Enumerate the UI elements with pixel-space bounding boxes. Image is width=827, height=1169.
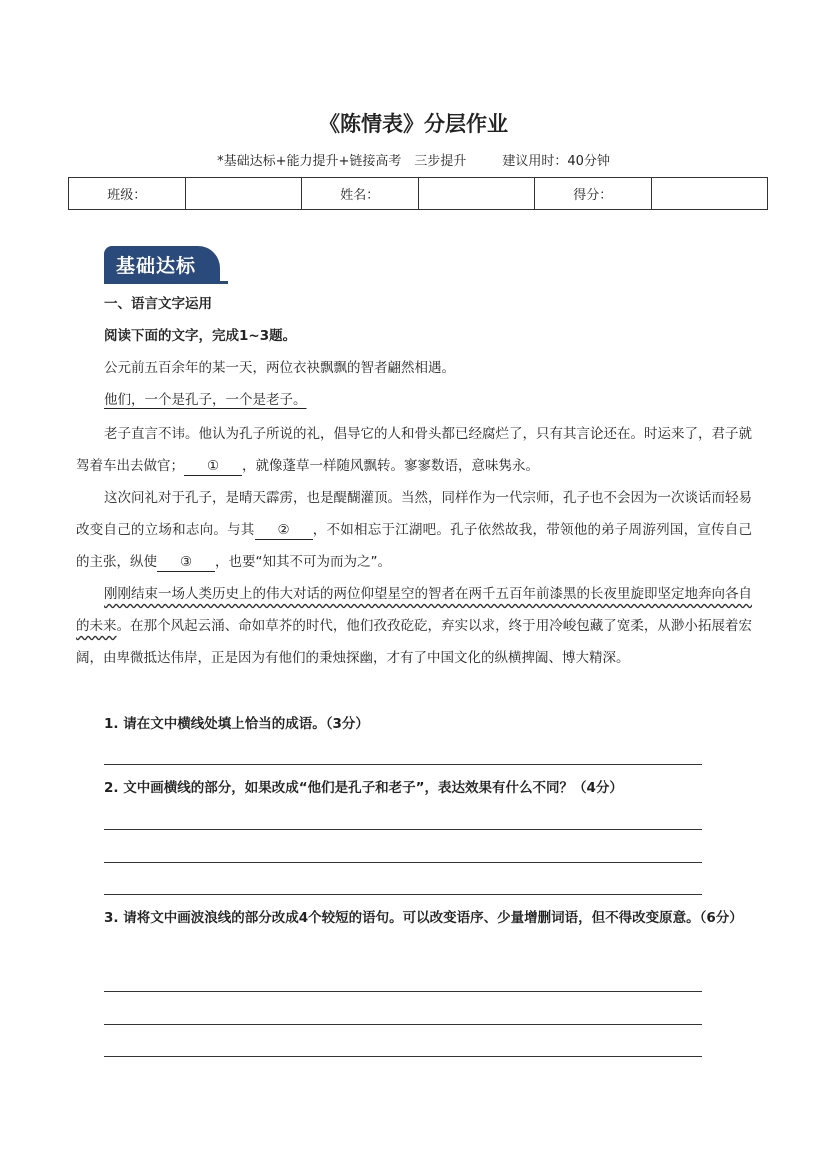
blank-2[interactable]: ② xyxy=(255,521,313,540)
section-tag-underline xyxy=(104,281,228,284)
name-label: 姓名： xyxy=(302,178,419,210)
question-2: 2. 文中画横线的部分，如果改成“他们是孔子和老子”，表达效果有什么不同？（4分） xyxy=(104,780,623,796)
passage-line-2 xyxy=(104,390,307,410)
passage-paragraph-1 xyxy=(76,418,752,482)
info-table xyxy=(68,177,768,210)
section-tag-label: 基础达标 xyxy=(116,255,197,277)
paragraph-2-text-a: 这次问礼对于孔子，是晴天霹雳，也是醍醐灌顶。当然，同样作为一代宗师，孔子也不会因为一次谈话而轻易改变自己的立场和志向。与其 xyxy=(76,490,752,538)
class-field[interactable] xyxy=(185,178,302,210)
suggested-time: 建议用时：40分钟 xyxy=(502,154,610,169)
answer-line-2-3[interactable] xyxy=(104,894,702,895)
passage-paragraph-2 xyxy=(76,482,752,578)
passage-line-1: 公元前五百余年的某一天，两位衣袂飘飘的智者翩然相遇。 xyxy=(104,360,455,376)
paragraph-2-text-b: ，不如相忘于江湖吧。孔子依然故我，带领他的弟子周游列国，宣传自己的主张，纵使 xyxy=(76,522,753,570)
answer-line-3-2[interactable] xyxy=(104,1024,702,1025)
part-heading: 一、语言文字运用 xyxy=(104,296,212,312)
name-field[interactable] xyxy=(418,178,535,210)
answer-line-3-3[interactable] xyxy=(104,1056,702,1057)
question-1: 1. 请在文中横线处填上恰当的成语。（3分） xyxy=(104,716,369,732)
section-tag xyxy=(104,246,224,284)
blank-3[interactable]: ③ xyxy=(157,553,215,572)
underlined-sentence: 他们，一个是孔子，一个是老子。 xyxy=(104,392,307,408)
paragraph-2-text-c: ，也要“知其不可为而为之”。 xyxy=(215,554,391,570)
reading-instruction: 阅读下面的文字，完成1~3题。 xyxy=(104,328,297,344)
answer-line-2-1[interactable] xyxy=(104,829,702,830)
subtitle-steps: *基础达标+能力提升+链接高考 三步提升 xyxy=(217,154,467,169)
passage-paragraph-3 xyxy=(76,578,752,674)
paragraph-1-text-a: 老子直言不讳。他认为孔子所说的礼，倡导它的人和骨头都已经腐烂了，只有其言论还在。时运来了，君子就驾着车出去做官； xyxy=(76,426,752,474)
subtitle xyxy=(0,150,827,169)
paragraph-3-text: 。在那个风起云涌、命如草芥的时代，他们孜孜矻矻，弃实以求，终于用冷峻包藏了宽柔，从渺小拓展着宏阔，由卑微抵达伟岸，正是因为有他们的秉烛探幽，才有了中国文化的纵横捭阖、博大精深。 xyxy=(76,618,752,666)
blank-1[interactable]: ① xyxy=(184,457,242,476)
wavy-underlined-sentence: 刚刚结束一场人类历史上的伟大对话的两位仰望星空的智者在两千五百年前漆黑的长夜里旋即坚定地奔向各自的未来 xyxy=(76,586,752,634)
paragraph-1-text-b: ，就像蓬草一样随风飘转。寥寥数语，意味隽永。 xyxy=(242,458,539,474)
answer-line-1-1[interactable] xyxy=(104,764,702,765)
page-title: 《陈情表》分层作业 xyxy=(319,111,508,136)
answer-line-3-1[interactable] xyxy=(104,991,702,992)
question-3: 3. 请将文中画波浪线的部分改成4个较短的语句。可以改变语序、少量增删词语，但不得改变原意。（6分） xyxy=(104,910,743,926)
class-label: 班级： xyxy=(69,178,186,210)
score-field[interactable] xyxy=(651,178,768,210)
answer-line-2-2[interactable] xyxy=(104,862,702,863)
score-label: 得分： xyxy=(535,178,652,210)
